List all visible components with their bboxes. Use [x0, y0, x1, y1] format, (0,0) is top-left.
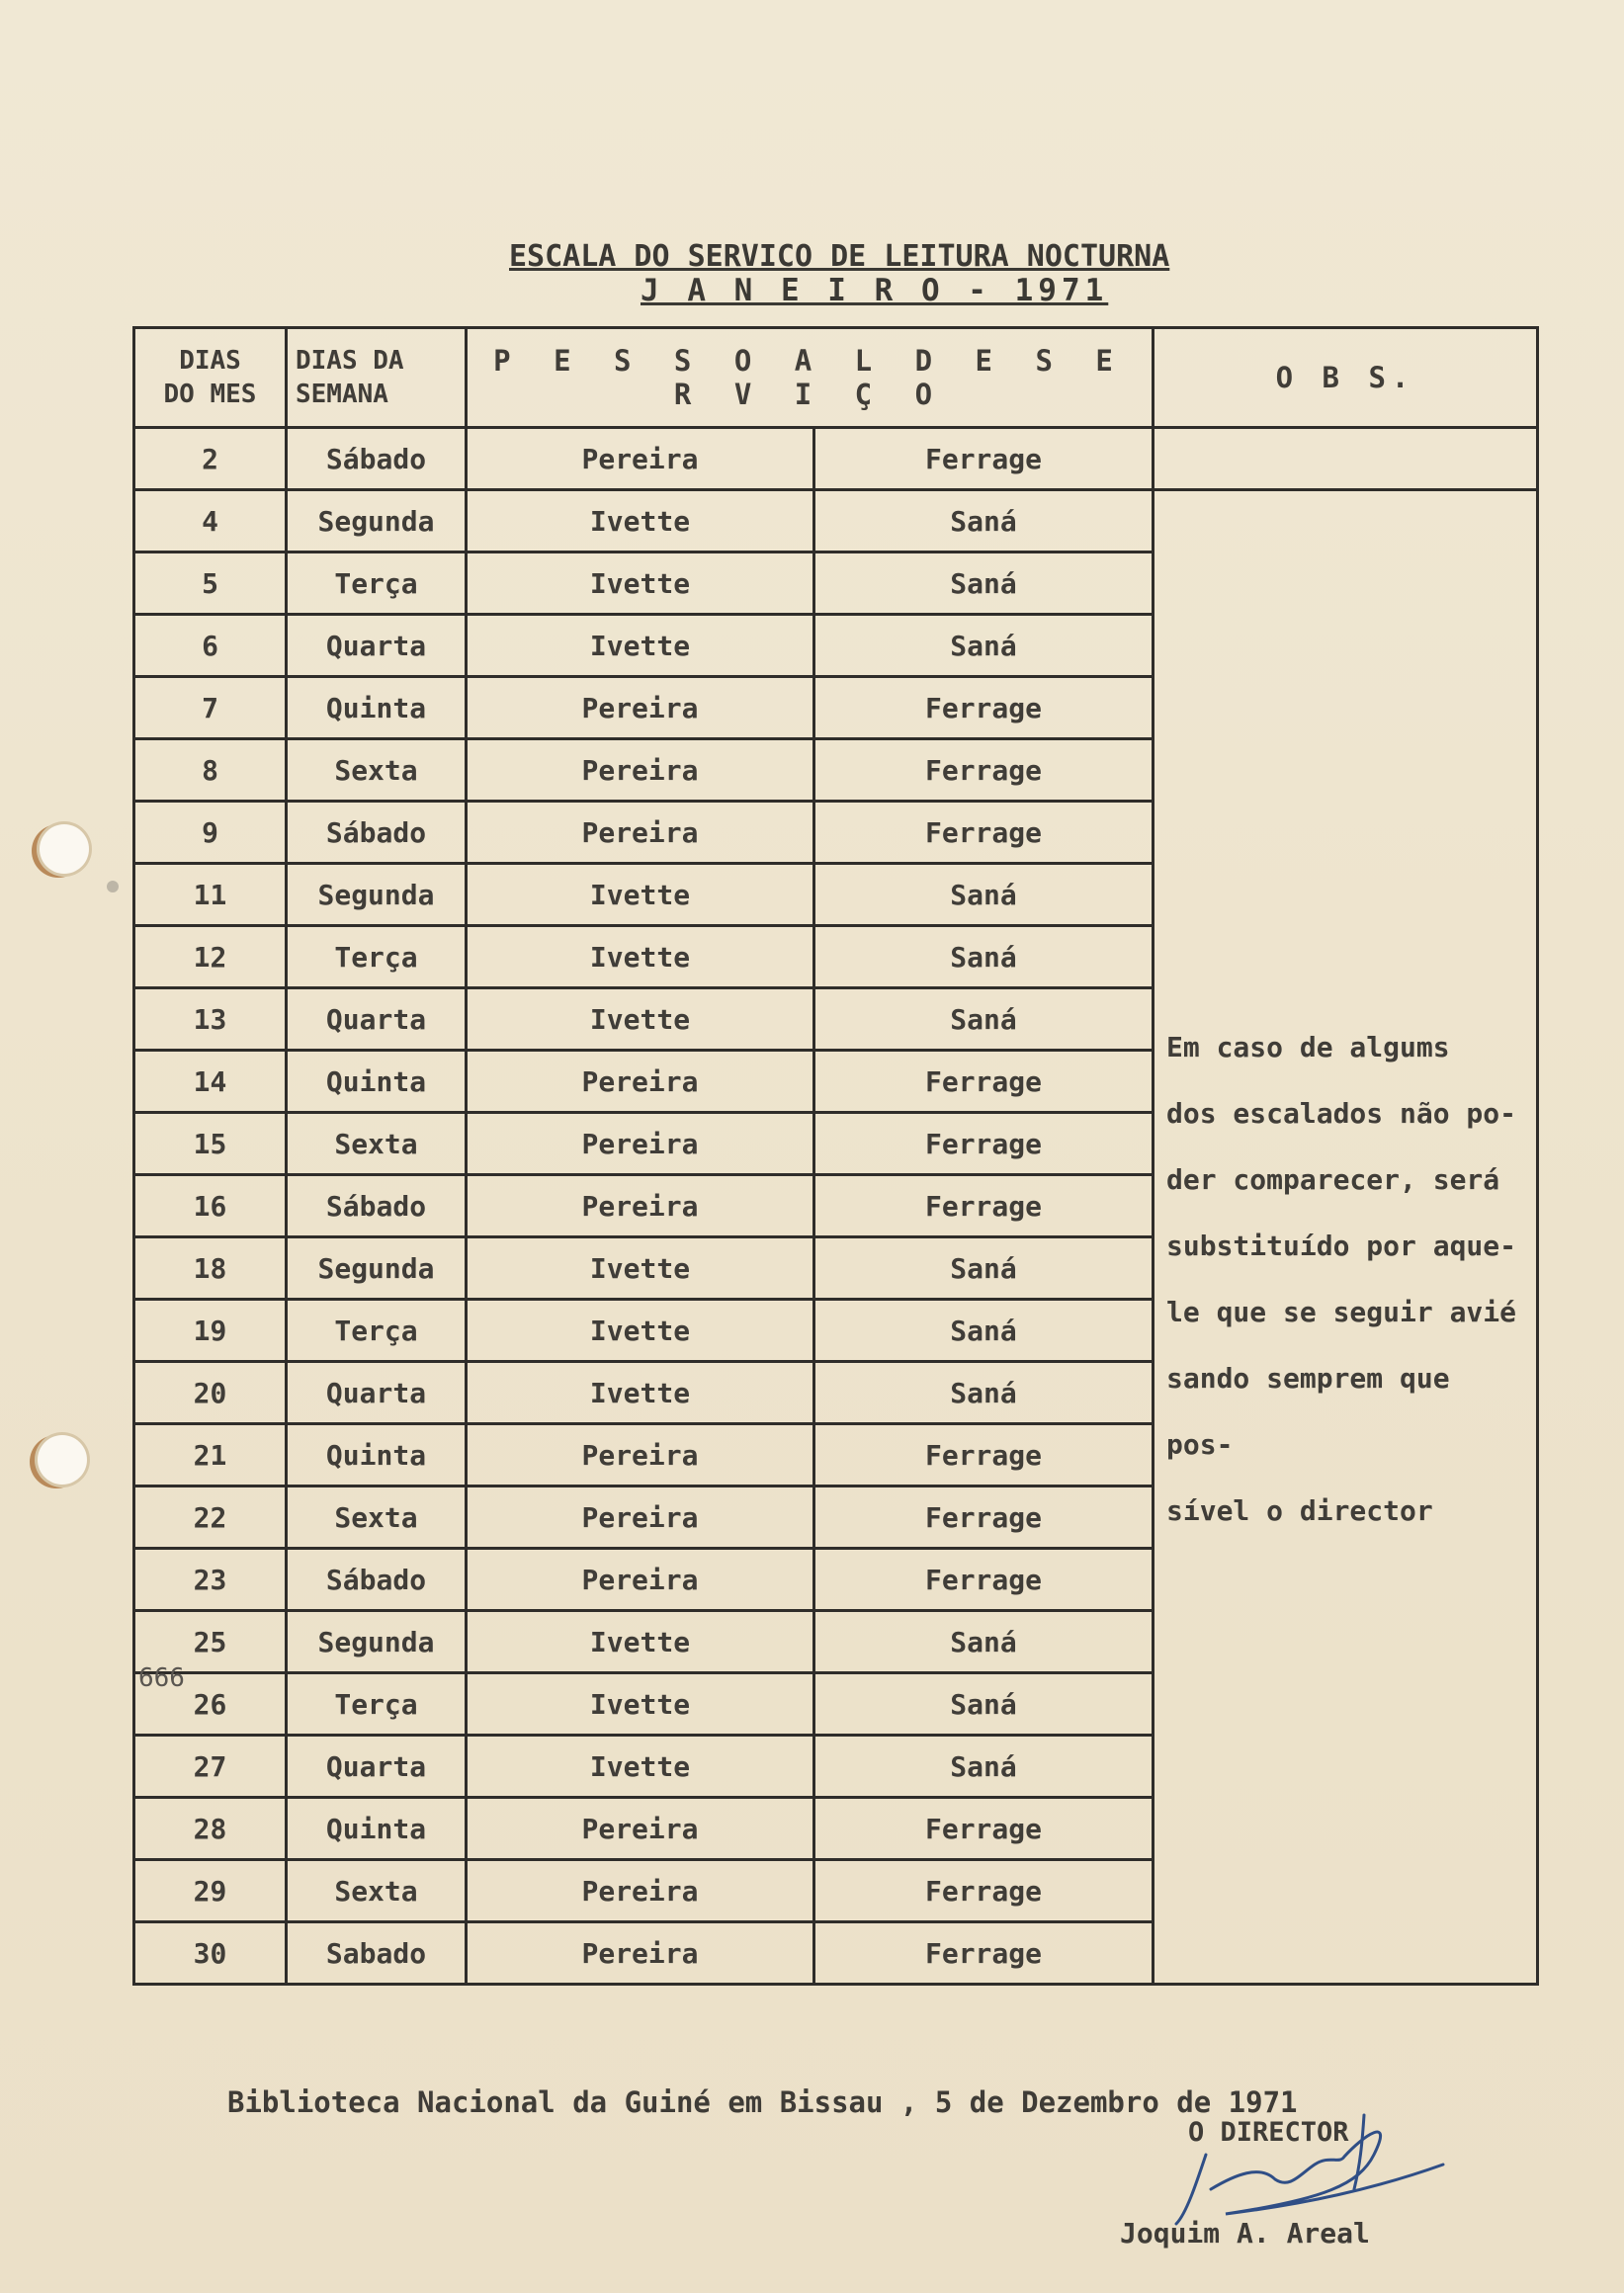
cell-day-of-month: 20 [134, 1362, 287, 1424]
cell-day-of-month: 25 [134, 1611, 287, 1673]
cell-staff-first: Pereira [467, 428, 814, 490]
obs-note-line: der comparecer, será [1166, 1162, 1500, 1196]
cell-day-of-week: Quarta [287, 1362, 467, 1424]
cell-staff-second: Ferrage [814, 677, 1154, 739]
footer-place-date: Biblioteca Nacional da Guiné em Bissau , 5 de Dezembro de 1971 [227, 2085, 1298, 2119]
cell-staff-first: Pereira [467, 802, 814, 864]
cell-day-of-month: 26 [134, 1673, 287, 1736]
cell-day-of-month: 15 [134, 1113, 287, 1175]
cell-day-of-week: Sexta [287, 1113, 467, 1175]
cell-day-of-month: 6 [134, 615, 287, 677]
cell-staff-second: Saná [814, 1673, 1154, 1736]
obs-note-text [1166, 931, 1522, 1544]
schedule-body [134, 428, 1538, 1985]
cell-day-of-week: Sabado [287, 1922, 467, 1985]
cell-staff-second: Saná [814, 1237, 1154, 1300]
cell-day-of-month: 11 [134, 864, 287, 926]
cell-staff-second: Saná [814, 1611, 1154, 1673]
header-days-of-week-line1: DIAS DA [296, 346, 404, 376]
cell-day-of-week: Terça [287, 926, 467, 988]
cell-staff-second: Ferrage [814, 1860, 1154, 1922]
cell-day-of-month: 29 [134, 1860, 287, 1922]
cell-staff-first: Pereira [467, 1486, 814, 1549]
cell-day-of-week: Segunda [287, 1237, 467, 1300]
punch-hole [38, 1435, 87, 1485]
header-obs: O B S. [1154, 328, 1538, 428]
cell-day-of-week: Quinta [287, 1798, 467, 1860]
cell-staff-first: Ivette [467, 1362, 814, 1424]
cell-day-of-month: 28 [134, 1798, 287, 1860]
cell-staff-second: Saná [814, 988, 1154, 1051]
cell-day-of-month: 14 [134, 1051, 287, 1113]
table-row [134, 428, 1538, 490]
cell-staff-first: Ivette [467, 615, 814, 677]
cell-day-of-month: 12 [134, 926, 287, 988]
cell-staff-second: Saná [814, 1300, 1154, 1362]
cell-staff-first: Ivette [467, 1300, 814, 1362]
cell-staff-first: Pereira [467, 1922, 814, 1985]
cell-staff-second: Ferrage [814, 1486, 1154, 1549]
cell-staff-first: Pereira [467, 1175, 814, 1237]
cell-staff-second: Ferrage [814, 739, 1154, 802]
cell-staff-second: Saná [814, 926, 1154, 988]
cell-day-of-month: 16 [134, 1175, 287, 1237]
obs-note-line: sível o director [1166, 1493, 1433, 1527]
footer-signatory-name: Joquim A. Areal [1120, 2217, 1370, 2250]
cell-staff-second: Ferrage [814, 1549, 1154, 1611]
cell-day-of-week: Terça [287, 1300, 467, 1362]
cell-staff-first: Ivette [467, 988, 814, 1051]
cell-staff-second: Ferrage [814, 1424, 1154, 1486]
cell-staff-first: Pereira [467, 677, 814, 739]
cell-staff-second: Ferrage [814, 1113, 1154, 1175]
cell-staff-first: Pereira [467, 1549, 814, 1611]
cell-day-of-week: Terça [287, 552, 467, 615]
cell-day-of-month: 30 [134, 1922, 287, 1985]
cell-day-of-month: 18 [134, 1237, 287, 1300]
table-row [134, 490, 1538, 552]
cell-day-of-month: 21 [134, 1424, 287, 1486]
cell-staff-second: Saná [814, 1362, 1154, 1424]
cell-staff-second: Ferrage [814, 428, 1154, 490]
cell-day-of-month: 13 [134, 988, 287, 1051]
cell-day-of-week: Quinta [287, 1424, 467, 1486]
cell-day-of-month: 4 [134, 490, 287, 552]
cell-day-of-week: Sábado [287, 428, 467, 490]
cell-staff-second: Saná [814, 552, 1154, 615]
cell-staff-first: Ivette [467, 1611, 814, 1673]
header-days-of-week-line2: SEMANA [296, 380, 388, 409]
cell-obs-note [1154, 490, 1538, 1985]
cell-day-of-week: Sexta [287, 1486, 467, 1549]
cell-day-of-week: Segunda [287, 490, 467, 552]
document-subtitle: J A N E I R O - 1971 [641, 273, 1109, 308]
cell-day-of-week: Sábado [287, 1175, 467, 1237]
cell-staff-first: Pereira [467, 1798, 814, 1860]
cell-staff-first: Pereira [467, 739, 814, 802]
cell-staff-first: Ivette [467, 552, 814, 615]
cell-staff-second: Ferrage [814, 1798, 1154, 1860]
cell-day-of-week: Sábado [287, 1549, 467, 1611]
schedule-table [132, 326, 1539, 1986]
cell-obs-empty [1154, 428, 1538, 490]
cell-staff-second: Ferrage [814, 1922, 1154, 1985]
cell-day-of-week: Quarta [287, 1736, 467, 1798]
cell-staff-second: Saná [814, 615, 1154, 677]
cell-day-of-week: Sexta [287, 1860, 467, 1922]
cell-staff-first: Ivette [467, 926, 814, 988]
header-days-of-week [287, 328, 467, 428]
cell-staff-first: Pereira [467, 1113, 814, 1175]
cell-staff-first: Pereira [467, 1051, 814, 1113]
cell-staff-second: Ferrage [814, 802, 1154, 864]
punch-hole [40, 824, 89, 874]
pin-mark [107, 881, 119, 892]
cell-day-of-month: 27 [134, 1736, 287, 1798]
cell-day-of-month: 23 [134, 1549, 287, 1611]
cell-day-of-month: 22 [134, 1486, 287, 1549]
header-staff: P E S S O A L D E S E R V I Ç O [467, 328, 1154, 428]
obs-note-line: le que se seguir avié [1166, 1295, 1517, 1328]
cell-day-of-week: Sexta [287, 739, 467, 802]
cell-staff-first: Ivette [467, 864, 814, 926]
cell-day-of-week: Quinta [287, 1051, 467, 1113]
document-title: ESCALA DO SERVICO DE LEITURA NOCTURNA [509, 239, 1170, 274]
table-header-row [134, 328, 1538, 428]
obs-note-line: substituído por aque- [1166, 1229, 1517, 1262]
cell-day-of-week: Segunda [287, 864, 467, 926]
cell-day-of-week: Quinta [287, 677, 467, 739]
footer-role: O DIRECTOR [1188, 2117, 1349, 2148]
cell-day-of-month: 2 [134, 428, 287, 490]
obs-note-line: dos escalados não po- [1166, 1096, 1517, 1130]
cell-staff-second: Saná [814, 864, 1154, 926]
cell-staff-first: Ivette [467, 1237, 814, 1300]
header-days-of-month-line2: DO MES [163, 380, 257, 409]
cell-staff-second: Ferrage [814, 1051, 1154, 1113]
cell-staff-first: Ivette [467, 1673, 814, 1736]
cell-day-of-month: 5 [134, 552, 287, 615]
obs-note-line: sando semprem que pos- [1166, 1361, 1450, 1461]
cell-day-of-month: 9 [134, 802, 287, 864]
cell-day-of-month: 19 [134, 1300, 287, 1362]
cell-day-of-week: Quarta [287, 988, 467, 1051]
cell-staff-second: Saná [814, 490, 1154, 552]
cell-staff-first: Pereira [467, 1860, 814, 1922]
header-days-of-month [134, 328, 287, 428]
cell-day-of-month: 8 [134, 739, 287, 802]
cell-staff-second: Ferrage [814, 1175, 1154, 1237]
cell-staff-first: Pereira [467, 1424, 814, 1486]
cell-day-of-week: Segunda [287, 1611, 467, 1673]
header-days-of-month-line1: DIAS [179, 346, 241, 376]
cell-staff-second: Saná [814, 1736, 1154, 1798]
cell-staff-first: Ivette [467, 490, 814, 552]
cell-day-of-week: Quarta [287, 615, 467, 677]
margin-note: 666 [138, 1663, 185, 1693]
obs-note-line: Em caso de algums [1166, 1030, 1450, 1063]
cell-staff-first: Ivette [467, 1736, 814, 1798]
cell-day-of-month: 7 [134, 677, 287, 739]
cell-day-of-week: Sábado [287, 802, 467, 864]
cell-day-of-week: Terça [287, 1673, 467, 1736]
